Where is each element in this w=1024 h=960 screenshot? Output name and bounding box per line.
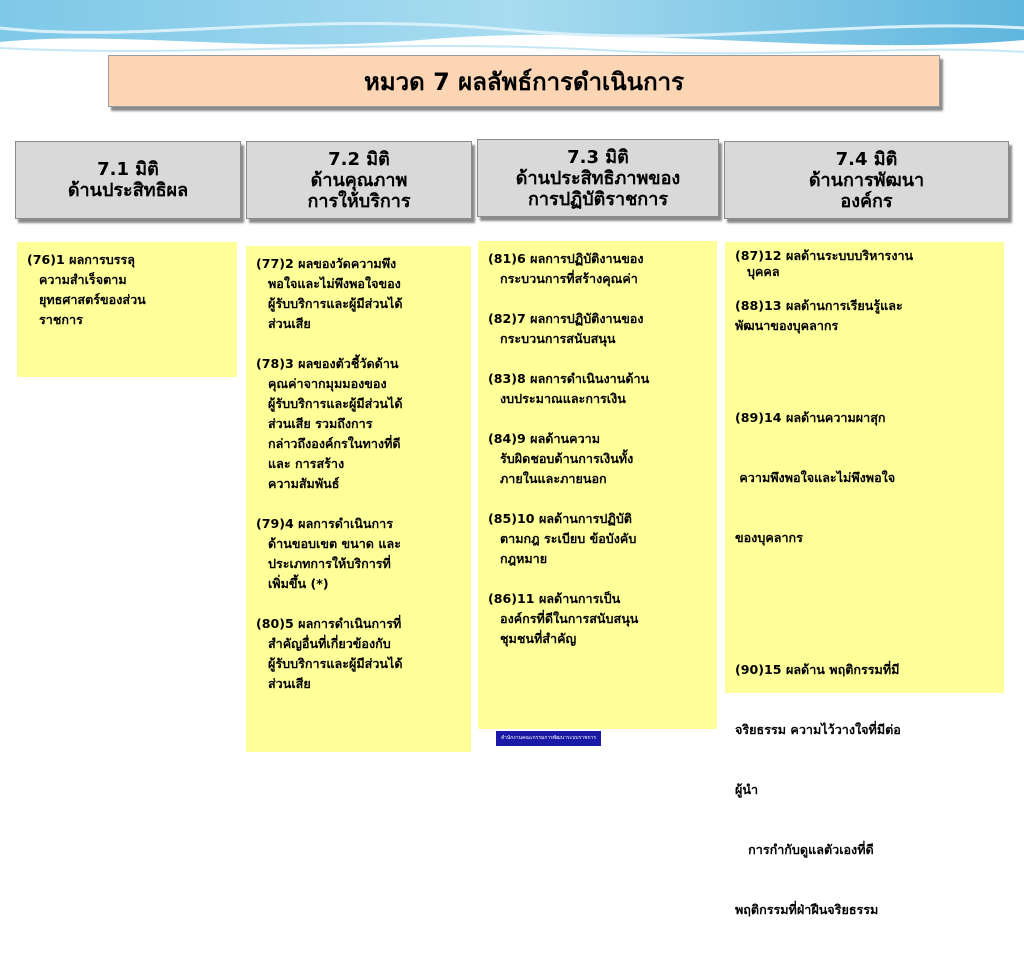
result-item	[735, 620, 994, 960]
item-text: ผู้รับบริการและผู้มีส่วนได้	[268, 656, 403, 671]
item-title: (90)15 ผลด้าน พฤติกรรมที่มี	[735, 662, 900, 677]
result-item	[488, 369, 707, 409]
item-text: บุคคล	[747, 264, 780, 279]
result-item	[488, 309, 707, 349]
item-title: (89)14 ผลด้านความผาสุก	[735, 410, 886, 425]
item-text: ส่วนเสีย	[268, 316, 311, 331]
item-title: (80)5 ผลการดำเนินการที่	[256, 616, 402, 631]
header-line: ด้านประสิทธิภาพของ	[515, 167, 681, 189]
result-item	[256, 254, 461, 334]
item-title: (78)3 ผลของตัวชี้วัดด้าน	[256, 356, 399, 371]
result-item	[256, 614, 461, 694]
item-text: ตามกฎ ระเบียบ ข้อบังคับ	[500, 531, 637, 546]
result-item	[256, 514, 461, 594]
item-text: กล่าวถึงองค์กรในทางที่ดี	[268, 436, 401, 451]
item-text: ยุทธศาสตร์ของส่วน	[39, 292, 146, 307]
item-text: ความสำเร็จตาม	[39, 272, 127, 287]
item-text: พัฒนาของบุคลากร	[735, 318, 839, 333]
result-item	[488, 589, 707, 649]
page-title: หมวด 7 ผลลัพธ์การดำเนินการ	[364, 67, 684, 96]
result-item	[735, 368, 994, 588]
results-box-7-4	[725, 242, 1004, 917]
header-7-3	[477, 139, 719, 217]
result-item	[488, 249, 707, 289]
item-text: การกำกับดูแลตัวเองที่ดี	[735, 842, 874, 857]
item-text: กระบวนการสนับสนุน	[500, 331, 616, 346]
item-text: ประเภทการให้บริการที่	[268, 556, 391, 571]
item-title: (85)10 ผลด้านการปฏิบัติ	[488, 511, 632, 526]
item-title: (76)1 ผลการบรรลุ	[27, 252, 135, 267]
item-title: (79)4 ผลการดำเนินการ	[256, 516, 393, 531]
item-text: ส่วนเสีย รวมถึงการ	[268, 416, 373, 431]
header-line: 7.3 มิติ	[567, 146, 629, 168]
item-title: (84)9 ผลด้านความ	[488, 431, 601, 446]
header-line: การปฏิบัติราชการ	[528, 188, 668, 210]
footer-logo: สำนักงานคณะกรรมการพัฒนาระบบราชการ	[496, 731, 601, 746]
result-item	[488, 509, 707, 569]
item-text: กฎหมาย	[500, 551, 548, 566]
result-item	[27, 250, 227, 330]
header-7-2	[246, 141, 472, 219]
header-line: 7.4 มิติ	[835, 148, 898, 170]
item-title: (86)11 ผลด้านการเป็น	[488, 591, 621, 606]
result-item	[735, 296, 994, 336]
header-line: 7.2 มิติ	[328, 148, 390, 170]
item-text: ของบุคลากร	[735, 530, 803, 545]
item-text: ความพึงพอใจและไม่พึงพอใจ	[735, 470, 896, 485]
item-text: ด้านขอบเขต ขนาด และ	[268, 536, 401, 551]
item-text: ความสัมพันธ์	[268, 476, 340, 491]
item-text: ราชการ	[39, 312, 83, 327]
results-box-7-1	[17, 242, 237, 377]
title-banner	[108, 55, 940, 107]
item-title: (87)12 ผลด้านระบบบริหารงาน	[735, 248, 914, 263]
item-text: ผู้รับบริการและผู้มีส่วนได้	[268, 296, 403, 311]
result-item	[256, 354, 461, 494]
item-title: (77)2 ผลของวัดความพึง	[256, 256, 397, 271]
item-text: และ การสร้าง	[268, 456, 345, 471]
header-wave-decoration	[0, 0, 1024, 62]
item-text: ผู้รับบริการและผู้มีส่วนได้	[268, 396, 403, 411]
item-text: กระบวนการที่สร้างคุณค่า	[500, 271, 638, 286]
header-line: องค์กร	[840, 190, 893, 212]
item-title: (81)6 ผลการปฏิบัติงานของ	[488, 251, 644, 266]
header-7-4	[724, 141, 1009, 219]
header-line: ด้านการพัฒนา	[808, 169, 925, 191]
item-title: (88)13 ผลด้านการเรียนรู้และ	[735, 298, 903, 313]
header-line: 7.1 มิติ	[97, 159, 159, 180]
header-7-1	[15, 141, 241, 219]
result-item	[488, 429, 707, 489]
item-text: พอใจและไม่พึงพอใจของ	[268, 276, 401, 291]
item-text: ภายในและภายนอก	[500, 471, 607, 486]
item-title: (82)7 ผลการปฏิบัติงานของ	[488, 311, 644, 326]
item-text: พฤติกรรมที่ฝ่าฝืนจริยธรรม	[735, 902, 879, 917]
header-line: การให้บริการ	[307, 190, 411, 212]
header-line: ด้านคุณภาพ	[310, 169, 408, 191]
header-line: ด้านประสิทธิผล	[67, 180, 189, 201]
item-title: (83)8 ผลการดำเนินงานด้าน	[488, 371, 650, 386]
item-text: เพิ่มขึ้น (*)	[268, 576, 329, 591]
item-text: สำคัญอื่นที่เกี่ยวข้องกับ	[268, 636, 391, 651]
item-text: จริยธรรม ความไว้วางใจที่มีต่อ	[735, 722, 901, 737]
item-text: ส่วนเสีย	[268, 676, 311, 691]
result-item	[735, 246, 994, 278]
results-box-7-3	[478, 241, 717, 729]
item-text: งบประมาณและการเงิน	[500, 391, 626, 406]
item-text: ผู้นำ	[735, 782, 759, 797]
item-text: รับผิดชอบด้านการเงินทั้ง	[500, 451, 634, 466]
item-text: ชุมชนที่สำคัญ	[500, 631, 577, 646]
item-text: องค์กรที่ดีในการสนับสนุน	[500, 611, 639, 626]
item-text: คุณค่าจากมุมมองของ	[268, 376, 387, 391]
results-box-7-2	[246, 246, 471, 752]
